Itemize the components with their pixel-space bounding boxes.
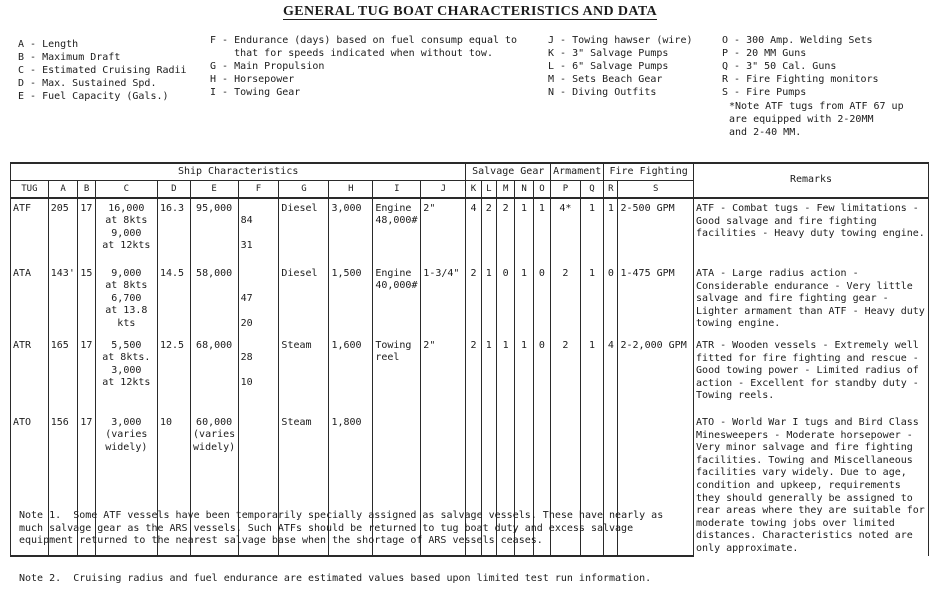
column-header-f: F	[238, 181, 279, 199]
cell-line: 28	[240, 352, 253, 364]
cell-a: 156	[48, 415, 78, 556]
legend-item: N - Diving Outfits	[548, 87, 657, 98]
legend-item: M - Sets Beach Gear	[548, 74, 663, 85]
column-header-tug: TUG	[11, 181, 49, 199]
legend-item: I - Towing Gear	[210, 87, 301, 98]
cell-tug: ATR	[11, 336, 49, 415]
cell-d: 10	[157, 415, 190, 556]
column-header-m: M	[496, 181, 514, 199]
cell-q: 1	[580, 198, 603, 265]
cell-line	[241, 365, 277, 377]
legend-item: H - Horsepower	[210, 74, 295, 85]
cell-line: at 8kts.	[102, 352, 151, 364]
cell-line: 31	[240, 240, 253, 252]
cell-j: 1-3/4"	[421, 265, 466, 336]
table-row	[11, 198, 929, 265]
asterisk-note-line: and 2-40 MM.	[729, 127, 802, 138]
cell-e: 58,000	[190, 265, 238, 336]
cell-line: 10	[240, 377, 253, 389]
table-group-header-row	[11, 163, 929, 181]
cell-line: at 8kts	[105, 215, 148, 227]
cell-k: 4	[466, 198, 481, 265]
cell-g: Diesel	[279, 198, 329, 265]
group-salvage-gear: Salvage Gear	[466, 163, 551, 181]
cell-line	[241, 203, 277, 215]
cell-m: 1	[496, 336, 514, 415]
column-header-q: Q	[580, 181, 603, 199]
cell-line: 47	[240, 292, 253, 304]
legend-item: O - 300 Amp. Welding Sets	[722, 35, 873, 46]
cell-line	[241, 340, 277, 352]
cell-line: at 12kts	[102, 240, 151, 252]
asterisk-note-line: *Note ATF tugs from ATF 67 up	[729, 101, 904, 112]
cell-n: 1	[515, 336, 533, 415]
cell-b: 17	[78, 336, 95, 415]
cell-tug: ATF	[11, 198, 49, 265]
cell-c	[95, 336, 157, 415]
column-header-h: H	[329, 181, 373, 199]
legend-item: L - 6" Salvage Pumps	[548, 61, 669, 72]
note-2: Note 2. Cruising radius and fuel endurance are estimated values based upon limited test run information.	[19, 573, 652, 584]
cell-l: 1	[481, 336, 496, 415]
legend-item: J - Towing hawser (wire)	[548, 35, 693, 46]
cell-a: 143'	[48, 265, 78, 336]
group-remarks: Remarks	[694, 163, 929, 198]
cell-i	[373, 198, 421, 265]
cell-line: at 8kts	[105, 280, 148, 292]
column-header-s: S	[618, 181, 694, 199]
cell-e: 95,000	[190, 198, 238, 265]
note-1: Note 1. Some ATF vessels have been temporarily specially assigned as salvage vessels. These have nearly as much salvage gear as the ARS vessels. Such ATFs should be returned to tug boat duty and excess salvage equipment returned to the nearest salvage base when the shortage of ARS vessels ceases.	[19, 510, 664, 547]
cell-line: 84	[240, 215, 253, 227]
legend-item: E - Fuel Capacity (Gals.)	[18, 91, 169, 102]
cell-line: Engine	[375, 268, 412, 279]
cell-r: 0	[604, 265, 618, 336]
cell-line	[241, 417, 277, 429]
column-header-j: J	[421, 181, 466, 199]
cell-line	[241, 268, 277, 280]
cell-p: 2	[551, 336, 581, 415]
cell-line: Engine	[375, 203, 412, 214]
column-header-c: C	[95, 181, 157, 199]
cell-line: (varies	[193, 429, 236, 441]
cell-line	[375, 417, 418, 429]
cell-r: 4	[604, 336, 618, 415]
column-header-g: G	[279, 181, 329, 199]
legend-column-3	[548, 34, 693, 99]
legend-item: G - Main Propulsion	[210, 61, 325, 72]
cell-l: 1	[481, 265, 496, 336]
cell-b: 15	[78, 265, 95, 336]
cell-h: 3,000	[329, 198, 373, 265]
legend-item: D - Max. Sustained Spd.	[18, 78, 157, 89]
group-armament: Armament	[551, 163, 604, 181]
cell-line: 40,000#	[375, 280, 418, 292]
legend-item: R - Fire Fighting monitors	[722, 74, 879, 85]
legend-item: S - Fire Pumps	[722, 87, 807, 98]
characteristics-table	[10, 162, 929, 557]
cell-tug: ATO	[11, 415, 49, 556]
legend-item: A - Length	[18, 39, 79, 50]
cell-o: 0	[533, 336, 550, 415]
legend-item: P - 20 MM Guns	[722, 48, 807, 59]
cell-h: 1,600	[329, 336, 373, 415]
cell-q: 1	[580, 336, 603, 415]
column-header-l: L	[481, 181, 496, 199]
asterisk-note-line: are equipped with 2-20MM	[729, 114, 874, 125]
cell-a: 165	[48, 336, 78, 415]
cell-line: at 13.8	[105, 305, 148, 317]
column-header-k: K	[466, 181, 481, 199]
group-ship-characteristics: Ship Characteristics	[11, 163, 466, 181]
column-header-o: O	[533, 181, 550, 199]
cell-s: 2-2,000 GPM	[618, 336, 694, 415]
cell-line: reel	[375, 352, 400, 364]
cell-j: 2"	[421, 336, 466, 415]
cell-l: 2	[481, 198, 496, 265]
cell-line: kts	[117, 317, 136, 329]
cell-line: 16,000	[108, 203, 145, 214]
column-header-d: D	[157, 181, 190, 199]
cell-d: 16.3	[157, 198, 190, 265]
cell-k: 2	[466, 336, 481, 415]
cell-e: 68,000	[190, 336, 238, 415]
legend-column-4	[722, 34, 879, 99]
cell-q: 1	[580, 265, 603, 336]
cell-i	[373, 265, 421, 336]
cell-s: 2-500 GPM	[618, 198, 694, 265]
column-header-p: P	[551, 181, 581, 199]
legend-item: F - Endurance (days) based on fuel consump equal to	[210, 35, 518, 46]
column-header-n: N	[515, 181, 533, 199]
cell-remarks: ATA - Large radius action - Considerable endurance - Very little salvage and fire fighting gear - Lighter armament than ATF - Heavy duty towing engine.	[694, 265, 929, 336]
cell-remarks: ATR - Wooden vessels - Extremely well fitted for fire fighting and rescue - Good towing power - Limited radius of action - Excellent for standby duty - Towing reels.	[694, 336, 929, 415]
legend-column-2	[210, 34, 517, 99]
cell-remarks: ATO - World War I tugs and Bird Class Minesweepers - Moderate horsepower - Very minor salvage and fire fighting facilities. Towing and Miscellaneous facilities vary widely. Due to age, condition and upkeep, requirements they should generally be assigned to rear areas where they are suitable for moderate towing jobs over limited distances. Characteristics noted are only approximate.	[694, 415, 929, 556]
cell-a: 205	[48, 198, 78, 265]
cell-remarks: ATF - Combat tugs - Few limitations - Good salvage and fire fighting facilities - Heavy duty towing engine.	[694, 198, 929, 265]
cell-g: Diesel	[279, 265, 329, 336]
cell-d: 14.5	[157, 265, 190, 336]
asterisk-note	[729, 100, 904, 139]
column-header-r: R	[604, 181, 618, 199]
cell-o: 0	[533, 265, 550, 336]
cell-line: 3,000	[111, 417, 142, 428]
cell-line: 5,500	[111, 340, 142, 351]
cell-line: 9,000	[111, 268, 142, 279]
cell-h: 1,500	[329, 265, 373, 336]
cell-g: Steam	[279, 336, 329, 415]
cell-line: (varies	[105, 429, 148, 441]
cell-f	[238, 336, 279, 415]
cell-line: widely)	[193, 441, 236, 453]
cell-line: 60,000	[196, 417, 233, 428]
cell-n: 1	[515, 265, 533, 336]
legend-item: that for speeds indicated when without tow.	[210, 48, 493, 59]
column-header-e: E	[190, 181, 238, 199]
cell-h: 1,800	[329, 415, 373, 556]
cell-j: 2"	[421, 198, 466, 265]
cell-line: 20	[240, 317, 253, 329]
group-fire-fighting: Fire Fighting	[604, 163, 694, 181]
legend-item: Q - 3" 50 Cal. Guns	[722, 61, 837, 72]
cell-line: 6,700	[111, 292, 142, 304]
cell-line: widely)	[105, 441, 148, 453]
cell-c	[95, 198, 157, 265]
cell-f	[238, 198, 279, 265]
legend-item: C - Estimated Cruising Radii	[18, 65, 187, 76]
column-header-a: A	[48, 181, 78, 199]
cell-line: 9,000	[111, 227, 142, 239]
cell-line	[241, 280, 277, 292]
cell-line: at 12kts	[102, 377, 151, 389]
page-title: GENERAL TUG BOAT CHARACTERISTICS AND DATA	[282, 4, 658, 19]
column-header-b: B	[78, 181, 95, 199]
legend-item: B - Maximum Draft	[18, 52, 121, 63]
cell-line: 48,000#	[375, 215, 418, 227]
legend-item: K - 3" Salvage Pumps	[548, 48, 669, 59]
table-row	[11, 265, 929, 336]
cell-i	[373, 336, 421, 415]
cell-f	[238, 265, 279, 336]
cell-p: 2	[551, 265, 581, 336]
cell-line: 3,000	[111, 364, 142, 376]
cell-p: 4*	[551, 198, 581, 265]
cell-o: 1	[533, 198, 550, 265]
cell-line	[241, 228, 277, 240]
cell-n: 1	[515, 198, 533, 265]
cell-m: 0	[496, 265, 514, 336]
cell-b: 17	[78, 415, 95, 556]
column-header-i: I	[373, 181, 421, 199]
cell-tug: ATA	[11, 265, 49, 336]
cell-line	[241, 305, 277, 317]
cell-b: 17	[78, 198, 95, 265]
cell-s: 1-475 GPM	[618, 265, 694, 336]
cell-m: 2	[496, 198, 514, 265]
cell-g: Steam	[279, 415, 329, 556]
cell-k: 2	[466, 265, 481, 336]
legend-column-1	[18, 38, 187, 103]
table-row	[11, 336, 929, 415]
cell-r: 1	[604, 198, 618, 265]
cell-line: Towing	[375, 340, 412, 351]
cell-c	[95, 265, 157, 336]
cell-d: 12.5	[157, 336, 190, 415]
